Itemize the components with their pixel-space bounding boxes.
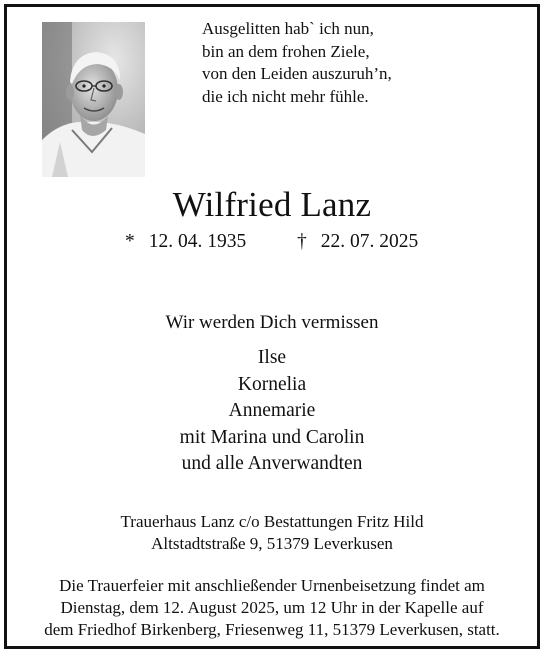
mourner: Annemarie (228, 400, 316, 421)
poem-line: von den Leiden auszuruh’n, (202, 64, 392, 83)
poem-line: bin an dem frohen Ziele, (202, 41, 370, 61)
ceremony-line: Die Trauerfeier mit anschließender Urnenbeisetzung findet am (59, 576, 485, 595)
death-date (297, 227, 418, 257)
mourner: und alle Anverwandten (181, 453, 363, 474)
poem-line: Ausgelitten hab` ich nun, (202, 19, 374, 38)
funeral-ceremony-notice (7, 575, 537, 641)
birth-star-icon: * (125, 231, 135, 252)
mourner: Kornelia (237, 373, 307, 395)
ceremony-line: dem Friedhof Birkenberg, Friesenweg 11, 51379 Leverkusen, statt. (44, 620, 500, 639)
mourner: mit Marina und Carolin (179, 426, 365, 448)
poem-line: die ich nicht mehr fühle. (202, 86, 369, 106)
obituary-card (4, 4, 540, 649)
address-line: Trauerhaus Lanz c/o Bestattungen Fritz Hild (120, 512, 424, 531)
death-date-value: 22. 07. 2025 (320, 231, 419, 252)
mourning-house-address (7, 511, 537, 555)
portrait-photo (42, 22, 145, 177)
death-cross-icon: † (297, 231, 307, 252)
mourners-list (7, 345, 537, 478)
deceased-name: Wilfried Lanz (172, 185, 372, 224)
mourner: Ilse (257, 347, 287, 368)
poem (202, 18, 522, 108)
birth-date (125, 227, 246, 257)
address-line: Altstadtstraße 9, 51379 Leverkusen (151, 534, 393, 553)
life-dates (7, 227, 537, 257)
birth-date-value: 12. 04. 1935 (148, 231, 247, 252)
ceremony-line: Dienstag, dem 12. August 2025, um 12 Uhr in der Kapelle auf (60, 598, 484, 617)
missing-line: Wir werden Dich vermissen (165, 312, 379, 333)
